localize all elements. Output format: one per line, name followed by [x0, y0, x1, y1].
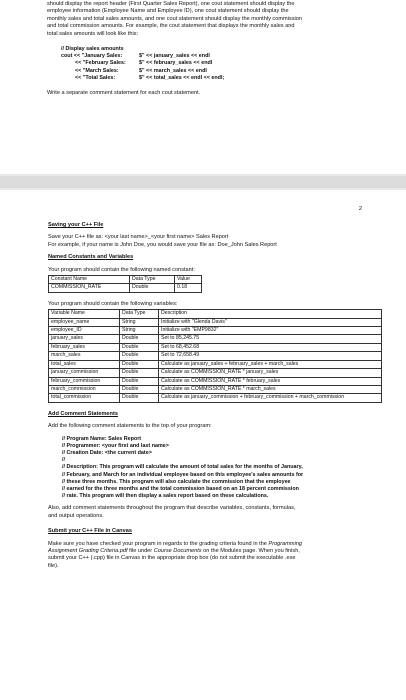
- table-cell: 0.18: [175, 284, 202, 292]
- page-divider: [0, 176, 406, 188]
- table-cell: String: [120, 318, 159, 326]
- variables-table: [48, 309, 382, 402]
- table-cell: Initialize with "EMP9832": [159, 327, 382, 335]
- table-header: Description: [159, 310, 382, 318]
- table-header-row: [49, 276, 202, 284]
- comment-line: // rate. This program will then display a sales report based on these calculations.: [62, 493, 269, 500]
- submit-line: Make sure you have checked your program in regards to the grading criteria found in the Programming: [48, 540, 303, 547]
- also-line: and output operations.: [48, 512, 104, 519]
- section-heading-comments: Add Comment Statements: [48, 410, 118, 417]
- table-cell: Calculate as COMMISSION_RATE * february_sales: [159, 377, 382, 385]
- table-header: Value: [175, 276, 202, 284]
- paragraph-line: total sales amounts will look like this:: [47, 30, 139, 37]
- table-cell: total_sales: [49, 360, 120, 368]
- table-cell: march_sales: [49, 352, 120, 360]
- add-intro: Add the following comment statements to the top of your program:: [48, 423, 212, 430]
- paragraph-line: Write a separate comment statement for each cout statement.: [47, 90, 201, 97]
- table-cell: Initialize with "Glenda Davis": [159, 318, 382, 326]
- table-cell: COMMISSION_RATE: [49, 284, 130, 292]
- table-cell: Calculate as january_sales + february_sales + march_sales: [159, 360, 382, 368]
- section-heading-named: Named Constants and Variables: [48, 254, 134, 261]
- table-cell: employee_ID: [49, 327, 120, 335]
- code-block: [47, 46, 396, 82]
- example-line: For example, if your name is John Doe, you would save your file as: Doe_John Sales Report: [48, 241, 277, 248]
- table-cell: Double: [120, 377, 159, 385]
- table-row: [49, 377, 382, 385]
- paragraph-line: monthly sales and total sales amounts, and one cout statement should display the monthly commission: [47, 15, 302, 22]
- constant-table: [48, 275, 202, 293]
- comment-line: // these three months. This program will also calculate the commission that the employee: [62, 478, 291, 485]
- table-cell: Double: [130, 284, 175, 292]
- comment-block: [48, 436, 396, 501]
- table-cell: january_sales: [49, 335, 120, 343]
- code-line: << "February Sales: $" << february_sales << endl: [75, 60, 213, 67]
- comment-line: // Program Name: Sales Report: [62, 435, 142, 442]
- table-row: [49, 394, 382, 402]
- code-line: cout << "January Sales: $" << january_sales << endl: [61, 53, 210, 60]
- submit-line: file).: [48, 562, 59, 569]
- comment-line: // earned for the three months and the total commission based on an 18 percent commission: [62, 485, 299, 492]
- table-cell: String: [120, 327, 159, 335]
- section-heading-submit: Submit your C++ File in Canvas: [48, 528, 132, 535]
- table-cell: Double: [120, 360, 159, 368]
- table-row: [49, 369, 382, 377]
- table-row: [49, 385, 382, 393]
- table-row: [49, 360, 382, 368]
- table-row: [49, 335, 382, 343]
- table-header: Variable Name: [49, 310, 120, 318]
- table-cell: Double: [120, 385, 159, 393]
- table-row: [49, 284, 202, 292]
- submit-line: Assignment Grading Criteria.pdf file under Course Documents on the Modules page. When you finish,: [48, 547, 300, 554]
- also-line: Also, add comment statements throughout the program that describe variables, constants, formulas,: [48, 505, 296, 512]
- comment-line: // Description: This program will calculate the amount of total sales for the months of January,: [62, 464, 303, 471]
- paragraph-line: should display the report header (First Quarter Sales Report), one cout statement should display the: [47, 1, 295, 7]
- code-line: << "March Sales: $" << march_sales << endl: [75, 67, 207, 74]
- table-cell: Set to 72,658.49: [159, 352, 382, 360]
- comment-line: //: [62, 457, 65, 464]
- constant-intro: Your program should contain the following named constant:: [48, 266, 195, 273]
- table-cell: Double: [120, 343, 159, 351]
- table-row: [49, 327, 382, 335]
- table-cell: Set to 68,452.68: [159, 343, 382, 351]
- code-line: << "Total Sales: $" << total_sales << endl << endl;: [75, 74, 225, 81]
- paragraph-line: and total commission amounts. For example, the cout statement that displays the monthly sales and: [47, 23, 295, 30]
- table-cell: Calculate as COMMISSION_RATE * january_sales: [159, 369, 382, 377]
- comment-line: // Creation Date: <the current date>: [62, 449, 152, 456]
- section-heading-saving: Saving your C++ File: [48, 222, 104, 228]
- comment-line: // February, and March for an individual employee based on this employee's sales amounts for: [62, 471, 304, 478]
- table-cell: total_commission: [49, 394, 120, 402]
- document-page-2: [0, 190, 406, 700]
- paragraph-line: employee information (Employee Name and Employee ID), one cout statement should display the: [47, 8, 289, 15]
- table-cell: Set to 85,245.75: [159, 335, 382, 343]
- submit-line: submit your C++ (.cpp) file in Canvas in the appropriate drop box (do not submit the executable .exe: [48, 555, 296, 562]
- table-cell: january_commission: [49, 369, 120, 377]
- save-line: Save your C++ file as: <your last name>_<your first name> Sales Report: [48, 234, 229, 241]
- table-header-row: [49, 310, 382, 318]
- table-cell: employee_name: [49, 318, 120, 326]
- table-header: Data Type: [130, 276, 175, 284]
- table-cell: Double: [120, 394, 159, 402]
- table-row: [49, 343, 382, 351]
- table-cell: Calculate as COMMISSION_RATE * march_sales: [159, 385, 382, 393]
- table-header: Constant Name: [49, 276, 130, 284]
- table-cell: Double: [120, 352, 159, 360]
- code-comment: // Display sales amounts: [61, 46, 124, 53]
- table-row: [49, 318, 382, 326]
- table-cell: Double: [120, 335, 159, 343]
- table-cell: february_commission: [49, 377, 120, 385]
- document-page-1: [0, 0, 406, 174]
- table-cell: Calculate as january_commission + february_commission + march_commission: [159, 394, 382, 402]
- table-cell: february_sales: [49, 343, 120, 351]
- table-cell: Double: [120, 369, 159, 377]
- page-number: 2: [358, 206, 362, 212]
- table-cell: march_commission: [49, 385, 120, 393]
- table-row: [49, 352, 382, 360]
- comment-line: // Programmer: <your first and last name>: [62, 442, 169, 449]
- variables-intro: Your program should contain the following variables:: [48, 300, 178, 307]
- table-header: Data Type: [120, 310, 159, 318]
